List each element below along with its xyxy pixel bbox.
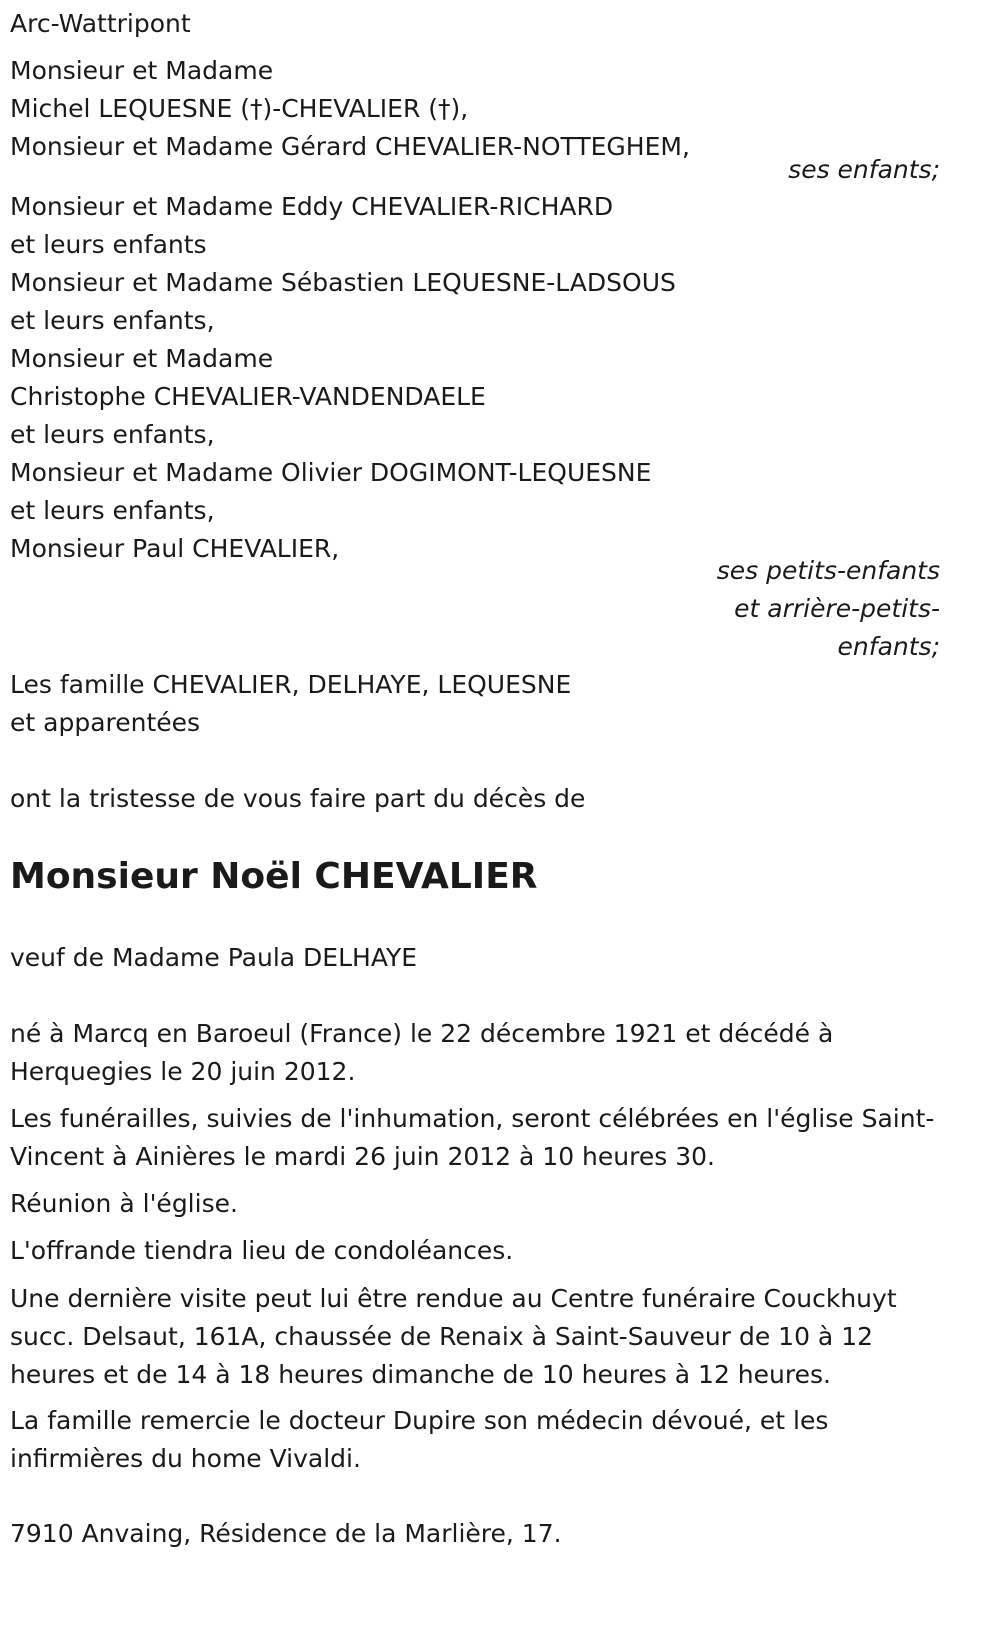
grandchildren-block xyxy=(10,188,940,568)
grandchildren-role-line: ses petits-enfants xyxy=(716,556,940,585)
funeral-paragraph: Les funérailles, suivies de l'inhumation, seront célébrées en l'église Saint-Vincent à Ainières le mardi 26 juin 2012 à 10 heures 30. xyxy=(10,1104,935,1171)
grandchildren-line: Monsieur Paul CHEVALIER, xyxy=(10,534,340,563)
deceased-name: Monsieur Noël CHEVALIER xyxy=(10,856,538,897)
grandchildren-line: Monsieur et Madame xyxy=(10,344,274,373)
grandchildren-line: et leurs enfants, xyxy=(10,420,215,449)
children-block xyxy=(10,52,940,166)
children-role: ses enfants; xyxy=(788,155,940,184)
thanks-paragraph: La famille remercie le docteur Dupire son médecin dévoué, et les infirmières du home Vivaldi. xyxy=(10,1406,829,1473)
families-line: et apparentées xyxy=(10,708,201,737)
widower-line: veuf de Madame Paula DELHAYE xyxy=(10,943,418,972)
grandchildren-role-line: enfants; xyxy=(837,632,940,661)
offering-paragraph: L'offrande tiendra lieu de condoléances. xyxy=(10,1236,514,1265)
children-line: Monsieur et Madame Gérard CHEVALIER-NOTTEGHEM, xyxy=(10,132,690,161)
announcement-line: ont la tristesse de vous faire part du décès de xyxy=(10,784,586,813)
grandchildren-line: Christophe CHEVALIER-VANDENDAELE xyxy=(10,382,486,411)
location-line: Arc-Wattripont xyxy=(10,9,191,38)
birth-death-paragraph: né à Marcq en Baroeul (France) le 22 décembre 1921 et décédé à Herquegies le 20 juin 2012. xyxy=(10,1019,834,1086)
grandchildren-role-line: et arrière-petits- xyxy=(734,594,940,623)
grandchildren-line: et leurs enfants, xyxy=(10,496,215,525)
grandchildren-line: et leurs enfants xyxy=(10,230,207,259)
visit-paragraph: Une dernière visite peut lui être rendue au Centre funéraire Couckhuyt succ. Delsaut, 161A, chaussée de Renaix à Saint-Sauveur de 10 à 12 heures et de 14 à 18 heures dimanche de 10 heures à 12 heures. xyxy=(10,1284,897,1389)
families-block xyxy=(10,666,940,742)
address-line: 7910 Anvaing, Résidence de la Marlière, 17. xyxy=(10,1519,562,1548)
meeting-paragraph: Réunion à l'église. xyxy=(10,1189,238,1218)
families-line: Les famille CHEVALIER, DELHAYE, LEQUESNE xyxy=(10,670,572,699)
children-line: Michel LEQUESNE (†)-CHEVALIER (†), xyxy=(10,94,469,123)
children-line: Monsieur et Madame xyxy=(10,56,274,85)
grandchildren-line: Monsieur et Madame Eddy CHEVALIER-RICHARD xyxy=(10,192,614,221)
grandchildren-line: Monsieur et Madame Sébastien LEQUESNE-LADSOUS xyxy=(10,268,676,297)
grandchildren-line: et leurs enfants, xyxy=(10,306,215,335)
grandchildren-role xyxy=(10,552,940,666)
grandchildren-line: Monsieur et Madame Olivier DOGIMONT-LEQUESNE xyxy=(10,458,652,487)
